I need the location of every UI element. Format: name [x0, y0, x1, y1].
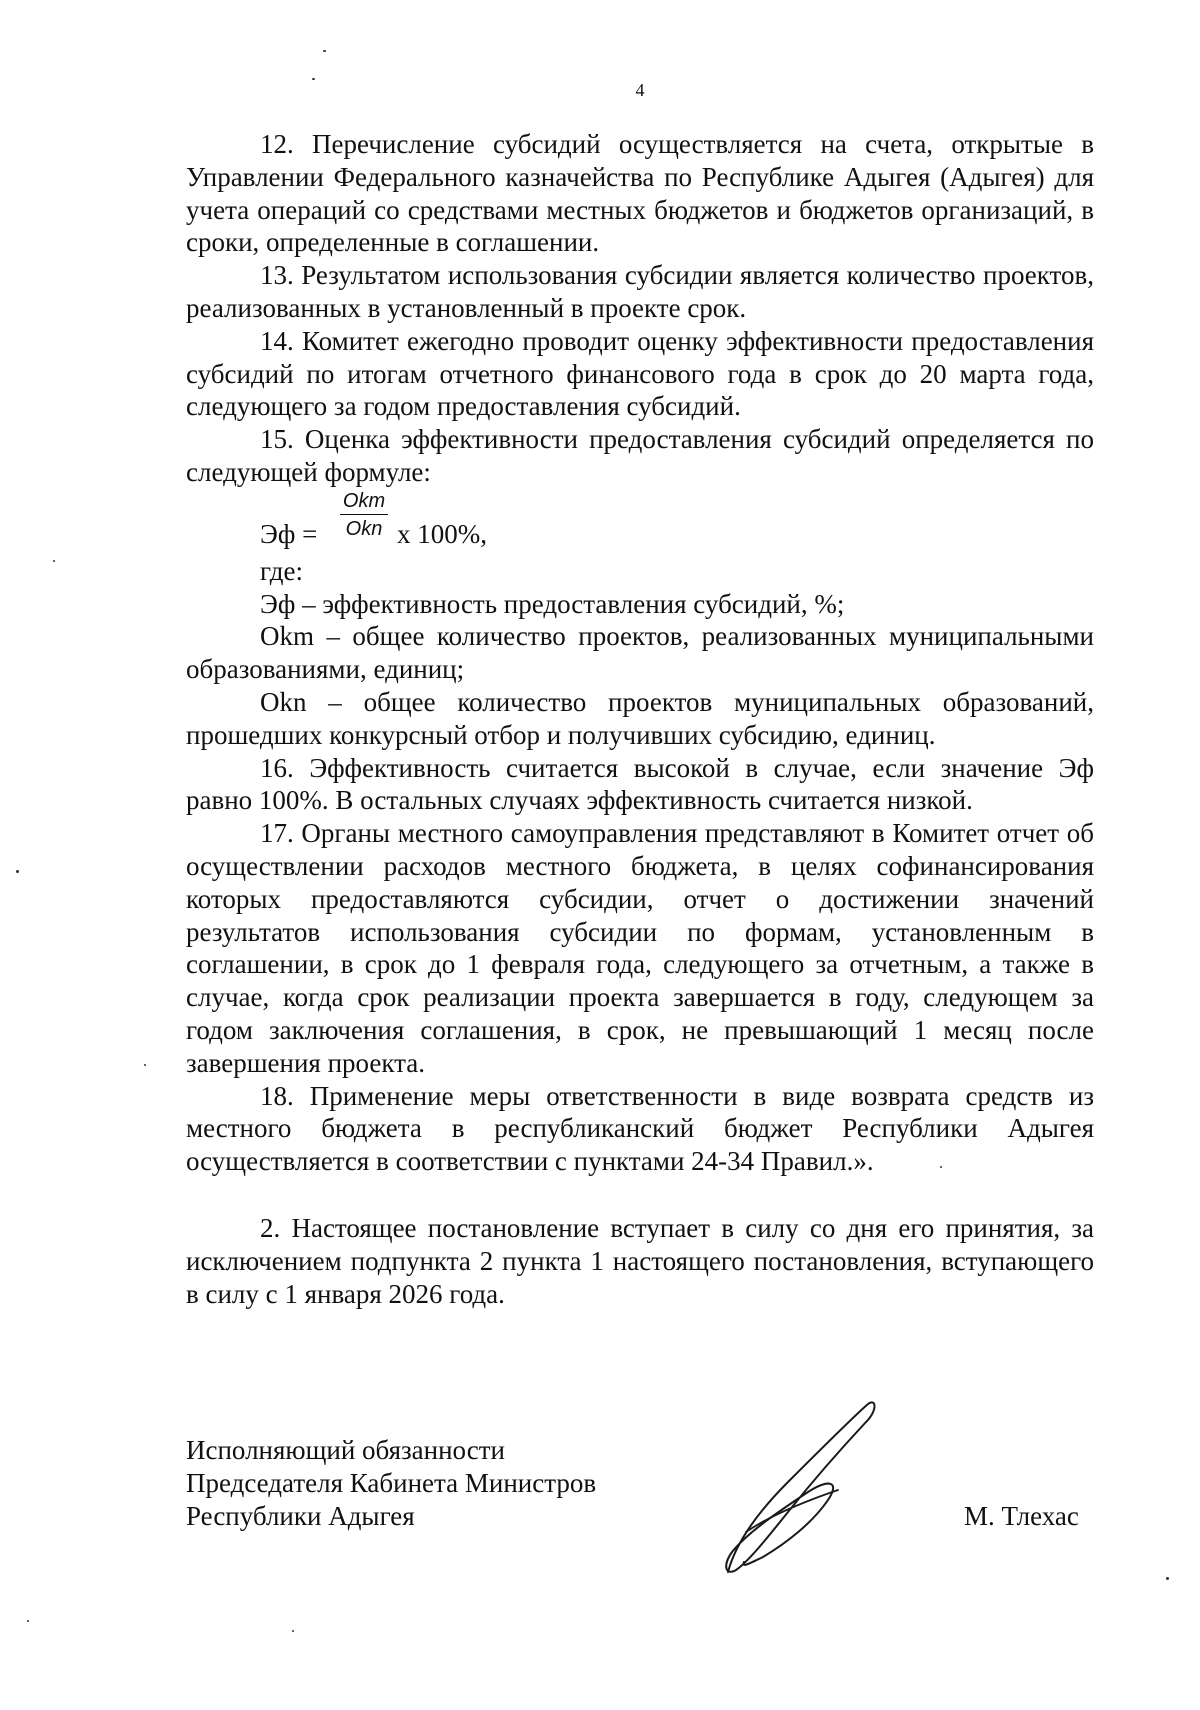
handwritten-signature	[718, 1392, 878, 1582]
paragraph-14: 14. Комитет ежегодно проводит оценку эффективности предоставления субсидий по итогам отчетного финансового года в срок до 20 марта года, следующего за годом предоставления субсидий.	[186, 325, 1094, 422]
position-line: Республики Адыгея	[186, 1501, 415, 1531]
scan-speck	[1166, 1577, 1169, 1580]
scan-speck	[144, 1064, 146, 1066]
final-clause: 2. Настоящее постановление вступает в силу со дня его принятия, за исключением подпункта 2 пункта 1 настоящего постановления, вступающего в силу с 1 января 2026 года.	[186, 1212, 1094, 1309]
signatory-position	[186, 1434, 596, 1533]
scan-speck	[323, 50, 326, 52]
definition-okn: Okn – общее количество проектов муниципальных образований, прошедших конкурсный отбор и получивших субсидию, единиц.	[186, 686, 1094, 750]
document-body	[186, 128, 1094, 1310]
section-spacer	[186, 1178, 1094, 1212]
paragraph-15: 15. Оценка эффективности предоставления субсидий определяется по следующей формуле:	[186, 424, 1094, 487]
formula-denominator: Okn	[345, 517, 383, 540]
paragraph-13: 13. Результатом использования субсидии является количество проектов, реализованных в установленный в проекте срок.	[186, 260, 1094, 323]
page-number: 4	[635, 80, 645, 100]
definition-ef: Эф – эффективность предоставления субсидий, %;	[260, 588, 845, 619]
scan-speck	[53, 560, 55, 562]
formula-fraction	[340, 489, 388, 541]
efficiency-formula	[260, 489, 1094, 555]
scan-speck	[27, 1620, 29, 1622]
signatory-name: М. Тлехас	[964, 1501, 1079, 1531]
paragraph-18: 18. Применение меры ответственности в виде возврата средств из местного бюджета в республиканский бюджет Республики Адыгея осуществляется в соответствии с пунктами 24-34 Правил.».	[186, 1080, 1094, 1177]
definition-okm: Okm – общее количество проектов, реализованных муниципальными образованиями, единиц;	[186, 621, 1094, 685]
scan-speck	[940, 1166, 942, 1168]
formula-numerator: Okm	[340, 489, 388, 515]
paragraph-12: 12. Перечисление субсидий осуществляется на счета, открытые в Управлении Федерального казначейства по Республике Адыгея (Адыгея) для учета операций со средствами местных бюджетов и бюджетов организаций, в сроки, определенные в соглашении.	[186, 129, 1094, 258]
scan-speck	[312, 78, 315, 80]
scan-speck	[16, 870, 19, 873]
position-line: Исполняющий обязанности	[186, 1435, 505, 1465]
scan-speck	[292, 1630, 294, 1632]
position-line: Председателя Кабинета Министров	[186, 1468, 597, 1498]
paragraph-16: 16. Эффективность считается высокой в случае, если значение Эф равно 100%. В остальных случаях эффективность считается низкой.	[186, 752, 1094, 816]
formula-rhs: x 100%,	[397, 518, 487, 549]
paragraph-17: 17. Органы местного самоуправления представляют в Комитет отчет об осуществлении расходов местного бюджета, в целях софинансирования которых предоставляются субсидии, отчет о достижении значений результатов использования субсидии по формам, установленным в соглашении, в срок до 1 февраля года, следующего за отчетным, а также в случае, когда срок реализации проекта завершается в году, следующем за годом заключения соглашения, в срок, не превышающий 1 месяц после завершения проекта.	[186, 818, 1094, 1078]
formula-lhs: Эф =	[260, 518, 318, 549]
definition-where: где:	[260, 555, 303, 586]
